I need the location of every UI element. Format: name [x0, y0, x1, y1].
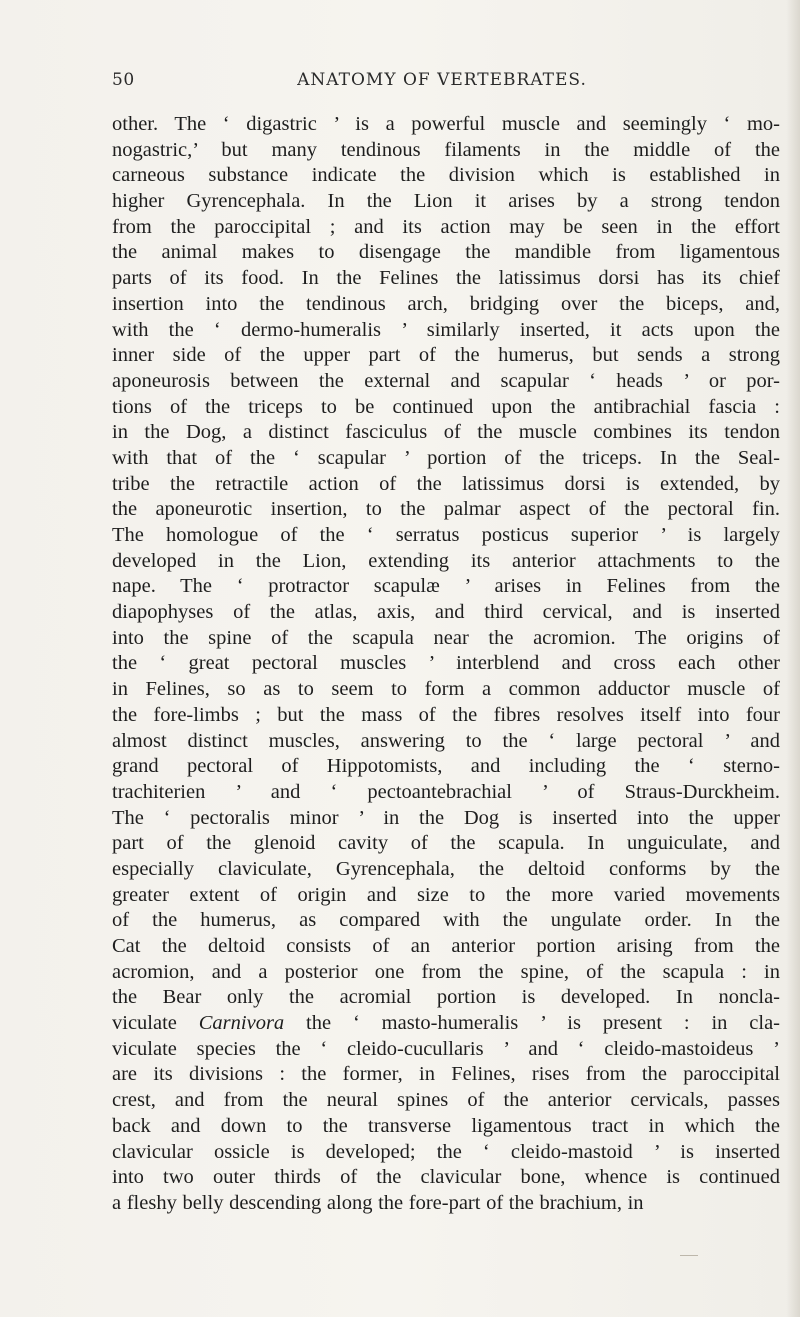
text-line: nogastric,’ but many tendinous filaments in the middle of the [112, 138, 780, 161]
text-line: are its divisions : the former, in Felines, rises from the paroccipital [112, 1063, 780, 1086]
text-line: in Felines, so as to seem to form a common adductor muscle of [112, 678, 780, 701]
text-line: The ‘ pectoralis minor ’ in the Dog is inserted into the upper [112, 806, 780, 829]
text-line: other. The ‘ digastric ’ is a powerful muscle and seemingly ‘ mo- [112, 113, 780, 135]
text-line: almost distinct muscles, answering to the ‘ large pectoral ’ and [112, 729, 780, 752]
text-line: nape. The ‘ protractor scapulæ ’ arises in Felines from the [112, 575, 780, 598]
text-line: viculate Carnivora the ‘ masto-humeralis ’ is present : in cla- [112, 1012, 780, 1035]
text-line: into the spine of the scapula near the acromion. The origins of [112, 626, 780, 649]
page-header [112, 70, 772, 94]
text-line: of the humerus, as compared with the ungulate order. In the [112, 909, 780, 932]
text-line: tions of the triceps to be continued upon the antibrachial fascia : [112, 395, 780, 418]
text-line: the animal makes to disengage the mandible from ligamentous [112, 241, 780, 264]
page-number: 50 [112, 70, 135, 90]
text-line: diapophyses of the atlas, axis, and third cervical, and is inserted [112, 601, 780, 624]
text-line: with the ‘ dermo-humeralis ’ similarly inserted, it acts upon the [112, 318, 780, 341]
text-line: the Bear only the acromial portion is developed. In noncla- [112, 986, 780, 1009]
text-line: especially claviculate, Gyrencephala, the deltoid conforms by the [112, 857, 780, 880]
text-line: the ‘ great pectoral muscles ’ interblend and cross each other [112, 652, 780, 675]
text-line: from the paroccipital ; and its action may be seen in the effort [112, 215, 780, 238]
text-line: acromion, and a posterior one from the spine, of the scapula : in [112, 960, 780, 983]
text-line: with that of the ‘ scapular ’ portion of the triceps. In the Seal- [112, 446, 780, 469]
text-line: back and down to the transverse ligamentous tract in which the [112, 1114, 780, 1137]
text-line: the fore-limbs ; but the mass of the fibres resolves itself into four [112, 703, 780, 726]
text-line: inner side of the upper part of the humerus, but sends a strong [112, 344, 780, 367]
text-line: clavicular ossicle is developed; the ‘ cleido-mastoid ’ is inserted [112, 1140, 780, 1163]
text-line: trachiterien ’ and ‘ pectoantebrachial ’ of Straus-Durckheim. [112, 780, 780, 803]
text-line: in the Dog, a distinct fasciculus of the muscle combines its tendon [112, 421, 780, 444]
text-line: parts of its food. In the Felines the latissimus dorsi has its chief [112, 267, 780, 290]
page-mark [680, 1255, 698, 1256]
text-line: part of the glenoid cavity of the scapula. In unguiculate, and [112, 832, 780, 855]
text-line: viculate species the ‘ cleido-cucullaris ’ and ‘ cleido-mastoideus ’ [112, 1037, 780, 1060]
text-line: higher Gyrencephala. In the Lion it arises by a strong tendon [112, 190, 780, 213]
text-line: a fleshy belly descending along the fore-part of the brachium, in [112, 1191, 644, 1214]
text-line: insertion into the tendinous arch, bridging over the biceps, and, [112, 292, 780, 315]
text-line: The homologue of the ‘ serratus posticus superior ’ is largely [112, 524, 780, 546]
text-line: greater extent of origin and size to the more varied movements [112, 883, 780, 906]
text-line: carneous substance indicate the division which is established in [112, 164, 780, 187]
body-text [112, 112, 780, 1217]
text-line: aponeurosis between the external and scapular ‘ heads ’ or por- [112, 369, 780, 392]
text-line: Cat the deltoid consists of an anterior portion arising from the [112, 935, 780, 957]
text-line: crest, and from the neural spines of the anterior cervicals, passes [112, 1089, 780, 1112]
text-line: the aponeurotic insertion, to the palmar aspect of the pectoral fin. [112, 498, 780, 521]
page-edge-shadow [786, 0, 800, 1317]
text-line: into two outer thirds of the clavicular bone, whence is continued [112, 1166, 780, 1189]
text-line: grand pectoral of Hippotomists, and including the ‘ sterno- [112, 755, 780, 778]
text-line: tribe the retractile action of the latissimus dorsi is extended, by [112, 472, 780, 495]
text-line: developed in the Lion, extending its anterior attachments to the [112, 549, 780, 572]
running-title: ANATOMY OF VERTEBRATES. [297, 70, 587, 90]
